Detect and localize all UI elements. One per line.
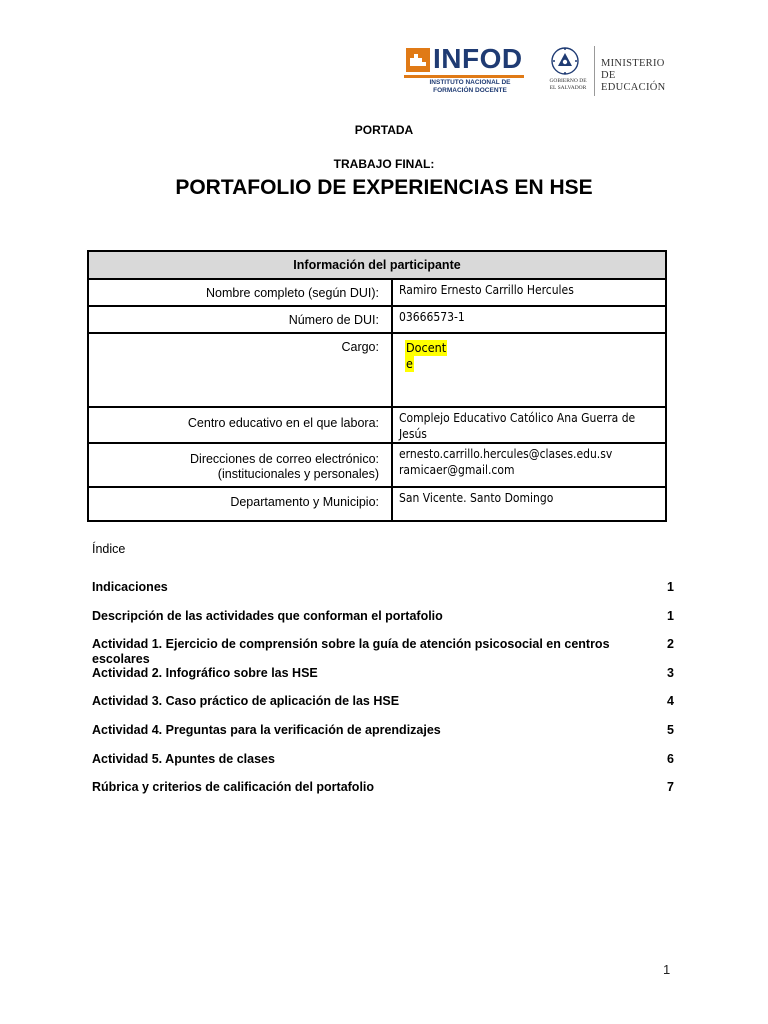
infod-mark-icon (406, 48, 430, 72)
field-label-line: Direcciones de correo electrónico: (190, 452, 379, 466)
participant-info-table (87, 250, 667, 522)
index-item-page: 5 (667, 722, 674, 737)
index-item-page: 2 (667, 637, 674, 652)
trabajo-final-heading: TRABAJO FINAL: (333, 157, 435, 171)
index-item[interactable] (92, 580, 674, 609)
table-header-row (88, 251, 666, 279)
portada-heading: PORTADA (354, 123, 414, 137)
index-title: Índice (92, 542, 126, 556)
index-item-page: 1 (667, 580, 674, 594)
table-title: Información del participante (88, 251, 666, 279)
index-item-page: 1 (667, 608, 674, 623)
field-label-correo (88, 443, 392, 487)
index-item[interactable] (92, 780, 674, 809)
field-label-dui: Número de DUI: (88, 306, 392, 333)
email-institucional: ernesto.carrillo.hercules@clases.edu.sv (399, 447, 613, 461)
index-item[interactable] (92, 723, 674, 752)
field-value-correo (392, 443, 666, 487)
field-label-line: (institucionales y personales) (217, 467, 379, 481)
index-item-label: Actividad 1. Ejercicio de comprensión sobre la guía de atención psicosocial en centros escolares (92, 637, 610, 667)
coat-of-arms-icon (550, 46, 580, 76)
index-item-label: Descripción de las actividades que conforman el portafolio (92, 608, 443, 623)
index-list (92, 580, 674, 809)
table-row (88, 279, 666, 306)
field-label-departamento: Departamento y Municipio: (88, 487, 392, 521)
document-title: PORTAFOLIO DE EXPERIENCIAS EN HSE (175, 176, 593, 199)
field-label-nombre: Nombre completo (según DUI): (88, 279, 392, 306)
index-item[interactable] (92, 637, 674, 666)
index-item-label: Actividad 5. Apuntes de clases (92, 751, 275, 766)
field-value-nombre: Ramiro Ernesto Carrillo Hercules (392, 279, 666, 306)
index-item-label: Indicaciones (92, 580, 168, 594)
logo-divider (594, 46, 595, 96)
index-item-page: 4 (667, 694, 674, 709)
index-item-page: 3 (667, 665, 674, 680)
index-item-label: Actividad 2. Infográfico sobre las HSE (92, 665, 318, 680)
table-row (88, 306, 666, 333)
index-item-label: Actividad 4. Preguntas para la verificación de aprendizajes (92, 722, 441, 737)
field-value-dui: 03666573-1 (392, 306, 666, 333)
index-item[interactable] (92, 609, 674, 638)
table-row (88, 407, 666, 443)
field-value-departamento: San Vicente. Santo Domingo (392, 487, 666, 521)
index-item[interactable] (92, 752, 674, 781)
table-row (88, 333, 666, 407)
field-label-cargo: Cargo: (88, 333, 392, 407)
infod-subtitle (416, 79, 524, 95)
index-item-page: 7 (667, 780, 674, 795)
field-label-centro: Centro educativo en el que labora: (88, 407, 392, 443)
seal-caption (546, 78, 590, 91)
infod-divider (404, 75, 524, 78)
field-value-centro: Complejo Educativo Católico Ana Guerra de Jesús (392, 407, 666, 443)
email-personal: ramicaer@gmail.com (399, 463, 515, 477)
infod-logo (404, 44, 526, 96)
highlighted-text: e (406, 356, 413, 371)
page-number: 1 (663, 962, 671, 977)
ministry-name-line: MINISTERIO (601, 58, 665, 69)
ministry-name-line: DE EDUCACIÓN (601, 70, 666, 93)
ministerio-logo (546, 44, 678, 100)
infod-wordmark: INFOD (433, 43, 523, 74)
field-value-cargo (392, 333, 666, 407)
index-item-label: Rúbrica y criterios de calificación del portafolio (92, 780, 375, 795)
seal-caption-line: GOBIERNO DE (549, 78, 587, 84)
infod-subtitle-line: INSTITUTO NACIONAL DE (429, 79, 511, 86)
table-row (88, 443, 666, 487)
index-item-page: 6 (667, 751, 674, 766)
index-item[interactable] (92, 666, 674, 695)
highlighted-text: Docent (406, 340, 447, 355)
index-item-label: Actividad 3. Caso práctico de aplicación de las HSE (92, 694, 400, 709)
index-item[interactable] (92, 694, 674, 723)
ministry-name (601, 58, 678, 94)
seal-caption-line: EL SALVADOR (549, 84, 587, 91)
table-row (88, 487, 666, 521)
infod-subtitle-line: FORMACIÓN DOCENTE (433, 87, 507, 94)
